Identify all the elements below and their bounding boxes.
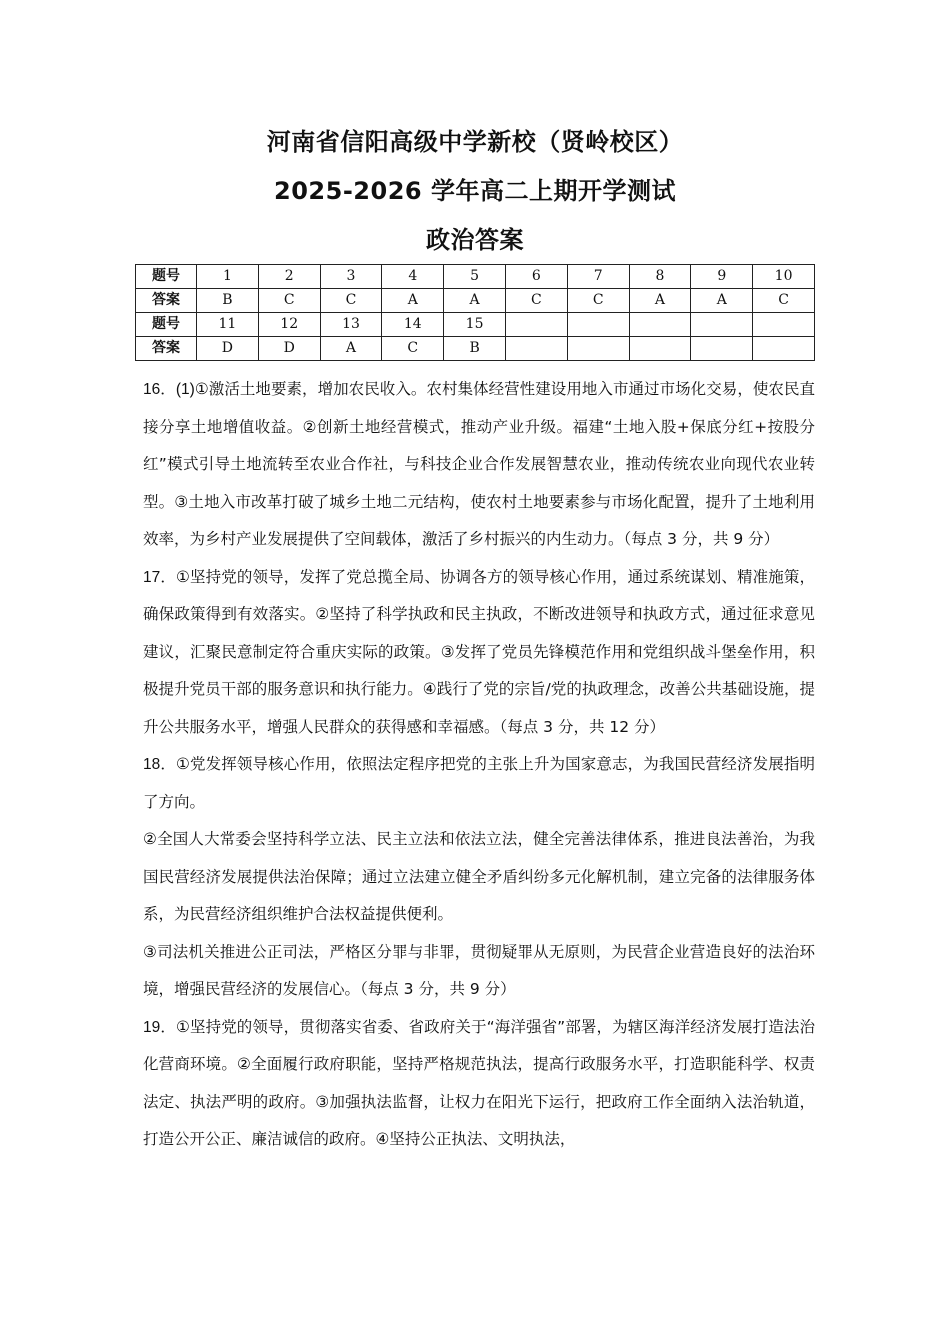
question-number-cell: 11 (197, 313, 259, 337)
question-18-number: 18． (143, 756, 176, 773)
exam-title: 2025-2026 学年高二上期开学测试 (274, 177, 676, 205)
question-number-cell: 8 (629, 265, 691, 289)
answer-body (143, 371, 815, 1159)
question-number-cell: 6 (505, 265, 567, 289)
answer-cell: C (382, 337, 444, 361)
answer-cell: C (753, 289, 815, 313)
question-18-paragraph-2: ②全国人大常委会坚持科学立法、民主立法和依法立法，健全完善法律体系，推进良法善治，为我国民营经济发展提供法治保障；通过立法建立健全矛盾纠纷多元化解机制，建立完备的法律服务体系，为民营经济组织维护合法权益提供便利。 (143, 830, 815, 923)
answer-cell: A (444, 289, 506, 313)
answer-table (135, 264, 815, 361)
answer-cell: D (197, 337, 259, 361)
school-title: 河南省信阳高级中学新校（贤岭校区） (266, 128, 684, 156)
question-number-cell: 9 (691, 265, 753, 289)
row-label-answer: 答案 (136, 289, 197, 313)
question-number-cell (567, 313, 629, 337)
subject-title: 政治答案 (426, 226, 524, 254)
question-18-paragraph-3: ③司法机关推进公正司法，严格区分罪与非罪，贯彻疑罪从无原则，为民营企业营造良好的法治环境，增强民营经济的发展信心。（每点 3 分，共 9 分） (143, 942, 815, 998)
question-16-answer (143, 371, 815, 559)
question-17-answer (143, 559, 815, 747)
question-17-text: ①坚持党的领导，发挥了党总揽全局、协调各方的领导核心作用，通过系统谋划、精准施策，确保政策得到有效落实。②坚持了科学执政和民主执政，不断改进领导和执政方式，通过征求意见建议，汇聚民意制定符合重庆实际的政策。③发挥了党员先锋模范作用和党组织战斗堡垒作用，积极提升党员干部的服务意识和执行能力。④践行了党的宗旨/党的执政理念，改善公共基础设施，提升公共服务水平，增强人民群众的获得感和幸福感。（每点 3 分，共 12 分） (143, 567, 815, 736)
answer-cell: C (258, 289, 320, 313)
question-18-answer (143, 746, 815, 821)
answer-cell: C (567, 289, 629, 313)
table-row-answers-2 (136, 337, 815, 361)
table-row-question-numbers-2 (136, 313, 815, 337)
row-label-question: 题号 (136, 265, 197, 289)
question-number-cell: 5 (444, 265, 506, 289)
question-number-cell: 3 (320, 265, 382, 289)
question-19-text: ①坚持党的领导，贯彻落实省委、省政府关于“海洋强省”部署，为辖区海洋经济发展打造法治化营商环境。②全面履行政府职能，坚持严格规范执法，提高行政服务水平，打造职能科学、权责法定、执法严明的政府。③加强执法监督，让权力在阳光下运行，把政府工作全面纳入法治轨道，打造公开公正、廉洁诚信的政府。④坚持公正执法、文明执法， (143, 1017, 815, 1148)
question-16-text: ①激活土地要素，增加农民收入。农村集体经营性建设用地入市通过市场化交易，使农民直接分享土地增值收益。②创新土地经营模式，推动产业升级。福建“土地入股+保底分红+按股分红”模式引导土地流转至农业合作社，与科技企业合作发展智慧农业，推动传统农业向现代农业转型。③土地入市改革打破了城乡土地二元结构，使农村土地要素参与市场化配置，提升了土地利用效率，为乡村产业发展提供了空间载体，激活了乡村振兴的内生动力。（每点 3 分，共 9 分） (143, 380, 815, 548)
question-number-cell (691, 313, 753, 337)
answer-cell: A (320, 337, 382, 361)
answer-cell: A (629, 289, 691, 313)
row-label-answer: 答案 (136, 337, 197, 361)
answer-cell: B (444, 337, 506, 361)
table-row-answers-1 (136, 289, 815, 313)
answer-cell: A (382, 289, 444, 313)
answer-cell: A (691, 289, 753, 313)
question-number-cell (505, 313, 567, 337)
question-number-cell: 10 (753, 265, 815, 289)
question-number-cell: 12 (258, 313, 320, 337)
answer-cell: C (320, 289, 382, 313)
table-row-question-numbers-1 (136, 265, 815, 289)
answer-cell: D (258, 337, 320, 361)
question-number-cell: 7 (567, 265, 629, 289)
question-19-answer (143, 1009, 815, 1159)
question-number-cell: 13 (320, 313, 382, 337)
question-number-cell (629, 313, 691, 337)
question-number-cell (753, 313, 815, 337)
answer-cell (691, 337, 753, 361)
question-number-cell: 1 (197, 265, 259, 289)
question-16-number: 16．(1) (143, 381, 195, 398)
question-number-cell: 15 (444, 313, 506, 337)
answer-cell (505, 337, 567, 361)
question-number-cell: 2 (258, 265, 320, 289)
question-19-number: 19． (143, 1018, 176, 1036)
question-number-cell: 4 (382, 265, 444, 289)
answer-cell: C (505, 289, 567, 313)
question-18-text-1: ①党发挥领导核心作用，依照法定程序把党的主张上升为国家意志，为我国民营经济发展指明了方向。 (143, 755, 815, 811)
question-17-number: 17． (143, 568, 176, 586)
row-label-question: 题号 (136, 313, 197, 337)
answer-cell (567, 337, 629, 361)
answer-cell (753, 337, 815, 361)
answer-cell: B (197, 289, 259, 313)
answer-cell (629, 337, 691, 361)
question-number-cell: 14 (382, 313, 444, 337)
